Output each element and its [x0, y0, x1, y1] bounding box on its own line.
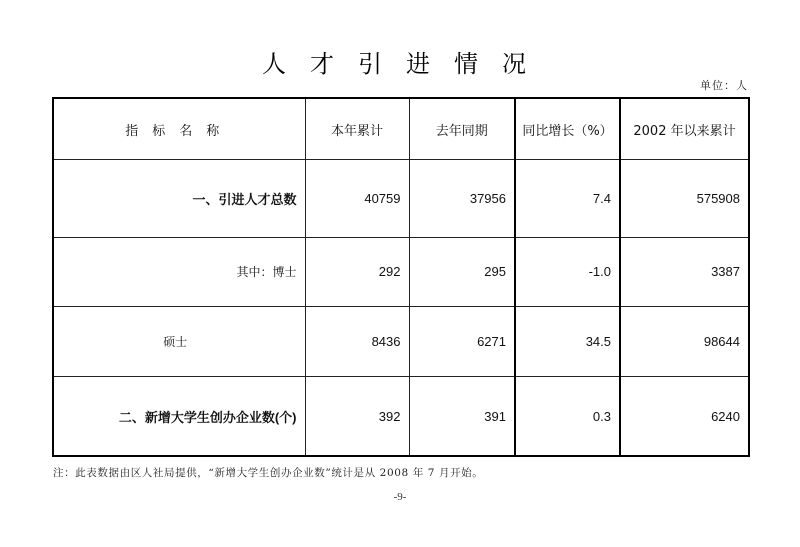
cell-value: 6240 — [620, 377, 749, 456]
cell-value: 37956 — [409, 160, 515, 238]
cell-value: 391 — [409, 377, 515, 456]
table-row — [53, 307, 749, 377]
page-title: 人才引进情况 — [262, 50, 550, 78]
cell-value: 6271 — [409, 307, 515, 377]
cell-value: 392 — [305, 377, 409, 456]
header-indicator-name: 指标名称 — [53, 98, 305, 160]
unit-label: 单位：人 — [700, 79, 748, 92]
row-label: 硕士 — [53, 307, 305, 377]
header-yoy-growth: 同比增长（%） — [515, 98, 620, 160]
table-row — [53, 237, 749, 307]
page-number: -9- — [393, 491, 407, 503]
cell-value: 98644 — [620, 307, 749, 377]
cell-value: 575908 — [620, 160, 749, 238]
row-label: 一、引进人才总数 — [53, 160, 305, 238]
cell-value: -1.0 — [515, 237, 620, 307]
cell-value: 40759 — [305, 160, 409, 238]
table-row — [53, 377, 749, 456]
table-row — [53, 160, 749, 238]
header-last-year: 去年同期 — [409, 98, 515, 160]
header-ytd: 本年累计 — [305, 98, 409, 160]
talent-intro-table — [52, 97, 750, 457]
row-label: 其中：博士 — [53, 237, 305, 307]
row-label: 二、新增大学生创办企业数(个) — [53, 377, 305, 456]
table-header-row — [53, 98, 749, 160]
footnote: 注：此表数据由区人社局提供，“新增大学生创办企业数”统计是从 2008 年 7 月开始。 — [53, 467, 484, 479]
cell-value: 295 — [409, 237, 515, 307]
cell-value: 8436 — [305, 307, 409, 377]
cell-value: 34.5 — [515, 307, 620, 377]
cell-value: 7.4 — [515, 160, 620, 238]
cell-value: 0.3 — [515, 377, 620, 456]
cell-value: 292 — [305, 237, 409, 307]
header-cumulative-since-2002: 2002 年以来累计 — [620, 98, 749, 160]
cell-value: 3387 — [620, 237, 749, 307]
